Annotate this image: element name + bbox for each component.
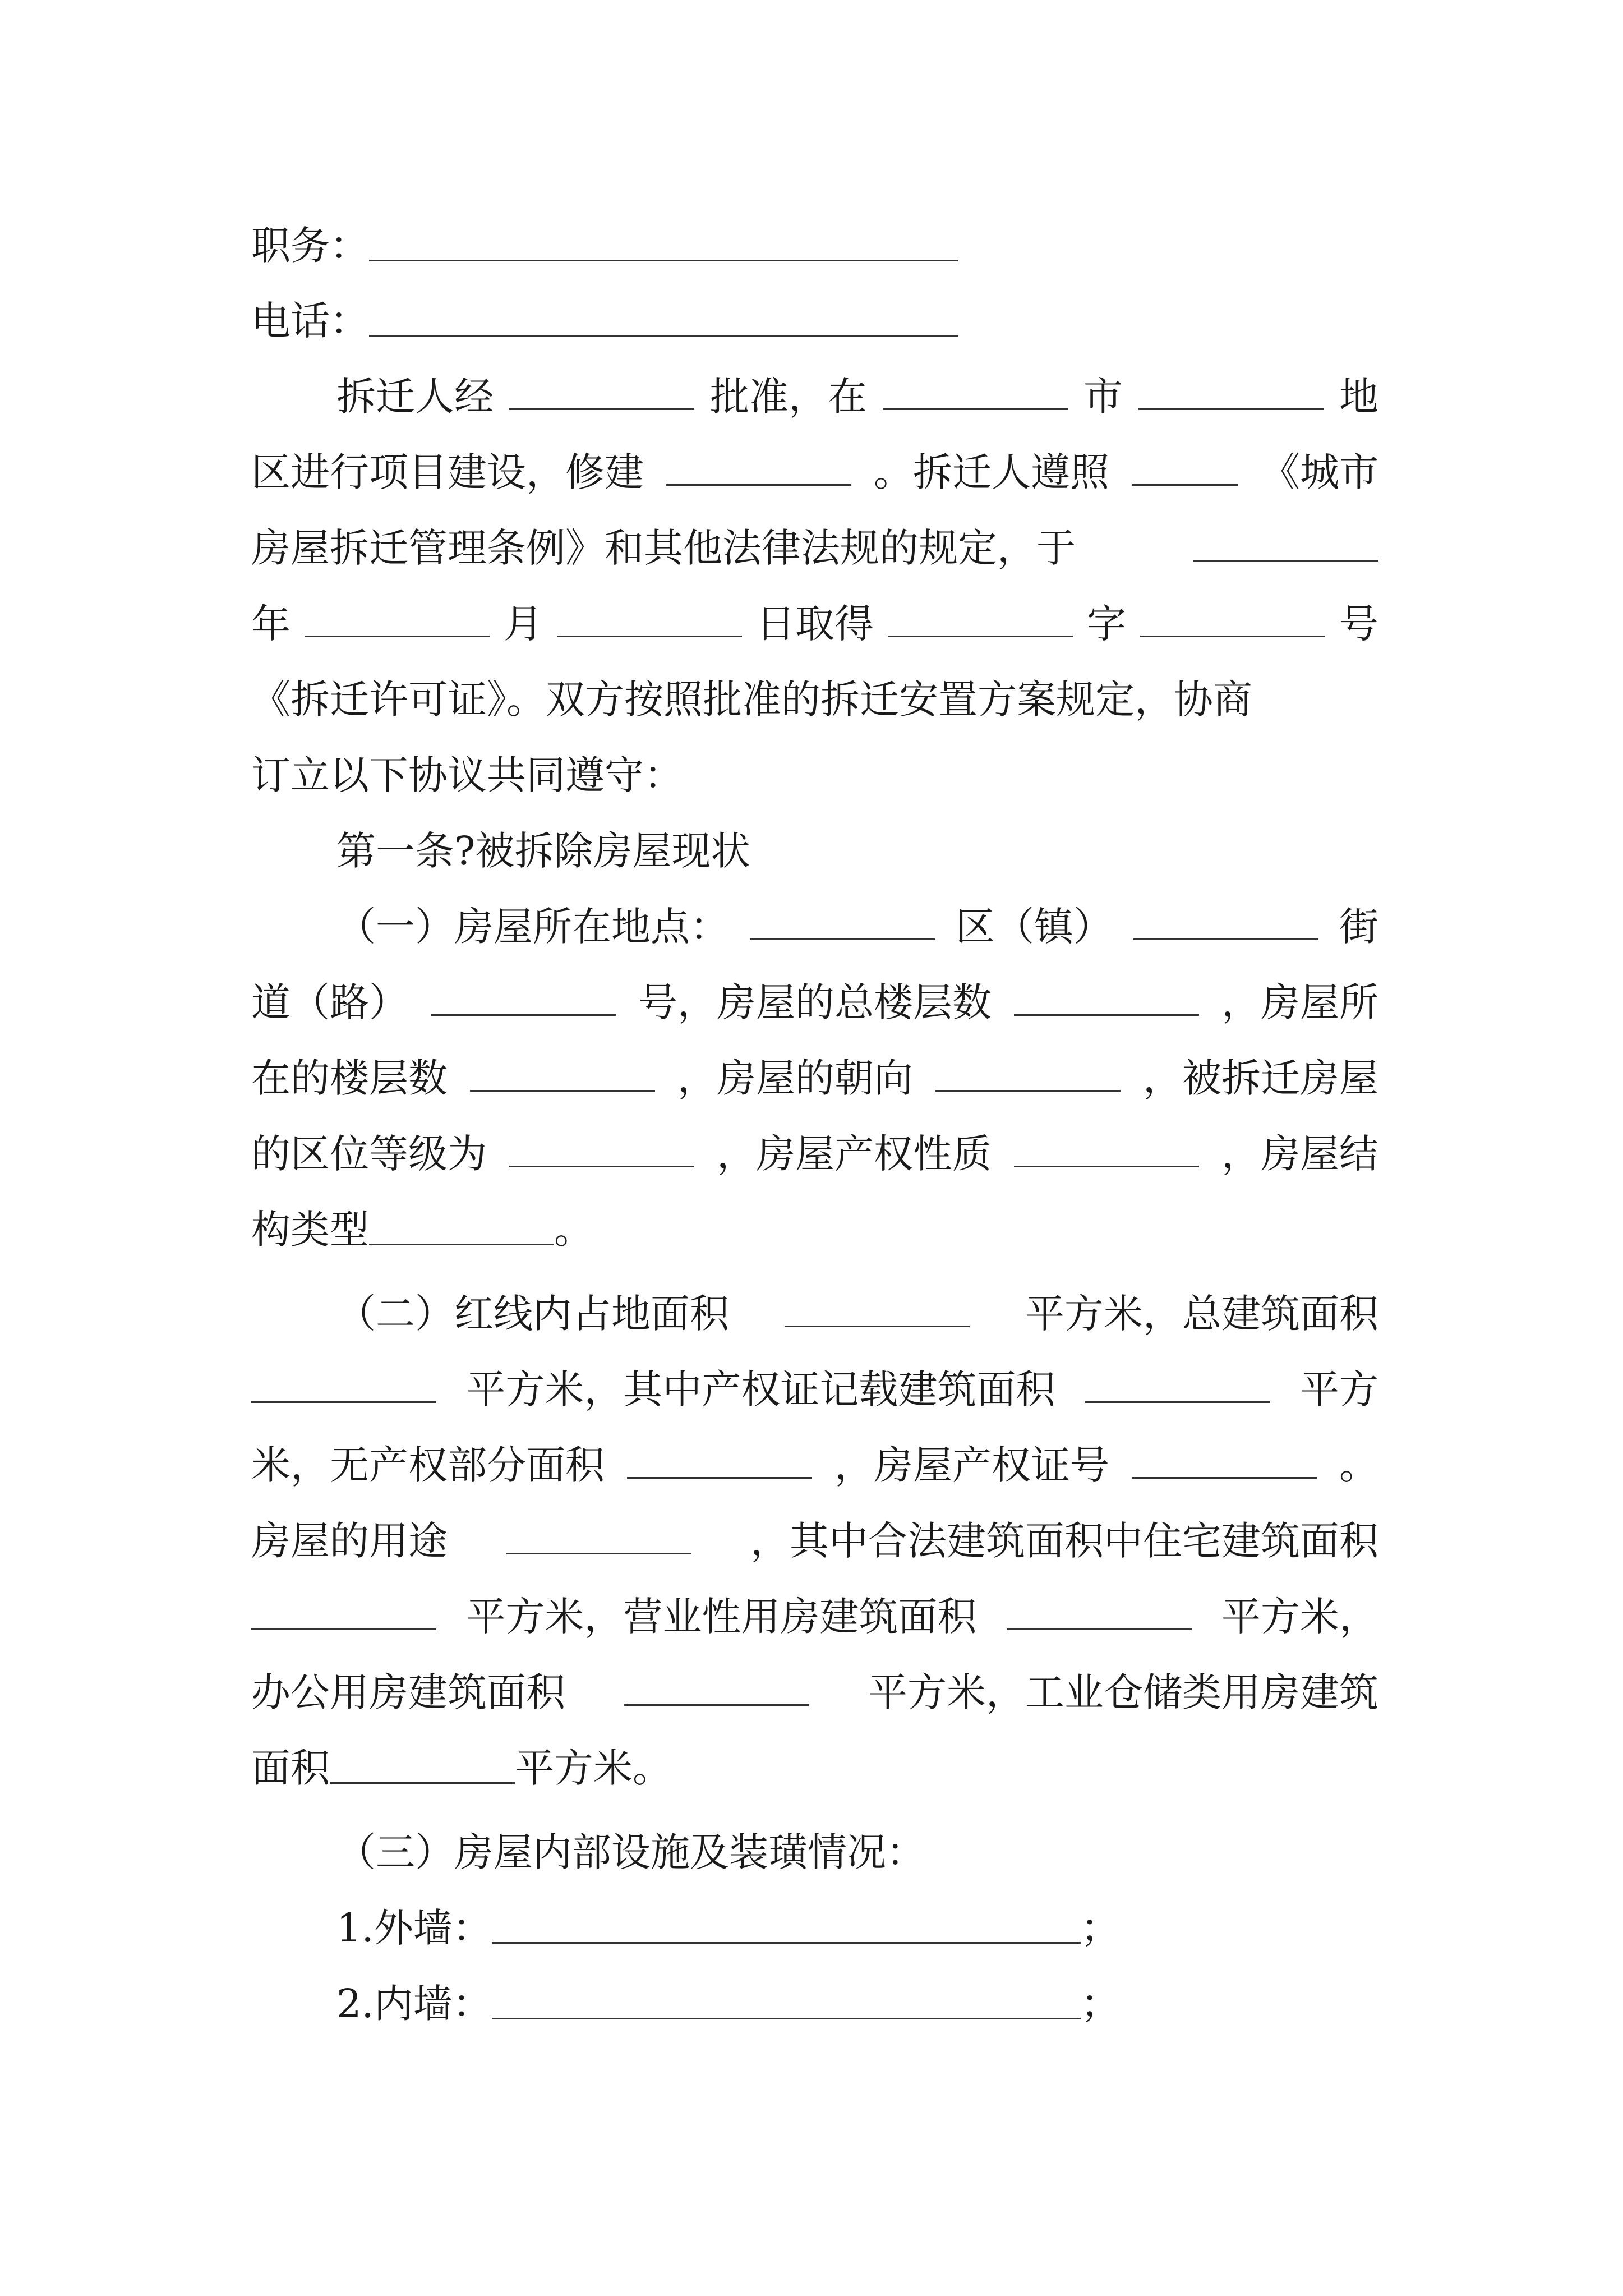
intro-text: 区进行项目建设，修建 [251,449,644,495]
s3-title [336,1815,1378,1890]
permit-number-blank[interactable] [1140,635,1325,637]
intro-line-6 [251,738,1378,813]
area-blank[interactable] [1138,408,1324,410]
s3-heading: （三）房屋内部设施及装璜情况： [336,1829,925,1875]
total-floors-blank[interactable] [1014,1014,1199,1016]
intro-text: 《城市 [1261,449,1378,495]
s2-text: 平方 [1299,1366,1378,1412]
year-blank[interactable] [1193,559,1378,562]
s2-text: 面积 [251,1745,330,1791]
intro-line-3 [251,510,1378,586]
intro-text: 《拆迁许可证》。双方按照批准的拆迁安置方案规定，协商 [251,677,1252,723]
intro-text: 号 [1339,601,1378,647]
s2-line-1 [336,1276,1378,1352]
position-label: 职务： [251,223,369,269]
s2-line-5 [251,1579,1378,1655]
s2-line-4 [251,1503,1378,1579]
intro-text: 日取得 [756,601,874,647]
position-blank[interactable] [369,259,958,261]
intro-line-4 [251,586,1378,662]
s1-text: ，被拆迁房屋 [1143,1055,1378,1101]
intro-text: 月 [504,601,543,647]
s1-text: 在的楼层数 [251,1055,448,1101]
s3-item-1 [336,1890,1378,1966]
month-blank[interactable] [305,635,490,637]
usage-blank[interactable] [506,1552,691,1554]
semicolon: ； [1080,1905,1120,1951]
intro-text: 批准，在 [710,374,867,420]
s1-text: ，房屋结 [1221,1131,1378,1177]
exterior-wall-blank[interactable] [492,1941,1081,1944]
s2-line-7 [251,1731,1378,1806]
s1-line-3 [251,1041,1378,1116]
s2-text: 平方米，工业仓储类用房建筑 [868,1669,1378,1715]
intro-text: 年 [251,601,291,647]
intro-text: 订立以下协议共同遵守： [251,752,683,798]
s2-text: （二）红线内占地面积 [336,1291,729,1337]
s2-text: 。 [1339,1442,1378,1488]
s1-text: 。 [554,1207,593,1253]
certificate-number-blank[interactable] [1132,1476,1317,1479]
s1-line-1 [336,889,1378,965]
commercial-area-blank[interactable] [1007,1628,1192,1630]
phone-blank[interactable] [369,334,958,337]
day-blank[interactable] [557,635,742,637]
district-blank[interactable] [750,938,935,940]
s1-line-5 [251,1192,1378,1268]
s2-text: 平方米，总建筑面积 [1025,1291,1378,1337]
phone-line [251,283,1378,359]
s2-text: 米，无产权部分面积 [251,1442,605,1488]
s1-text: 区（镇） [956,904,1113,950]
s1-line-2 [251,965,1378,1041]
industrial-area-blank[interactable] [330,1782,515,1784]
location-grade-blank[interactable] [509,1165,694,1167]
s2-text: ，其中合法建筑面积中住宅建筑面积 [750,1518,1378,1564]
s1-text: 构类型 [251,1207,369,1253]
floor-blank[interactable] [470,1089,655,1092]
city-blank[interactable] [883,408,1068,410]
approver-blank[interactable] [509,408,694,410]
street-blank[interactable] [1133,938,1318,940]
s2-line-2 [251,1352,1378,1428]
s1-line-4 [251,1116,1378,1192]
intro-text: 字 [1087,601,1126,647]
s3-item-2 [336,1966,1378,2042]
intro-text: 市 [1083,374,1123,420]
project-blank[interactable] [666,484,851,486]
interior-wall-blank[interactable] [492,2017,1081,2019]
s1-text: 的区位等级为 [251,1131,487,1177]
s2-text: 平方米， [1221,1594,1378,1640]
uncertified-area-blank[interactable] [627,1476,812,1479]
house-number-blank[interactable] [431,1014,616,1016]
intro-text: 拆迁人经 [336,374,494,420]
s2-text: 平方米，营业性用房建筑面积 [466,1594,977,1640]
interior-wall-label: 2.内墙： [336,1981,492,2027]
s2-text: 办公用房建筑面积 [251,1669,565,1715]
s2-text: ，房屋产权证号 [834,1442,1109,1488]
s1-text: ，房屋所 [1221,979,1378,1025]
property-nature-blank[interactable] [1014,1165,1199,1167]
s1-text: 道（路） [251,979,408,1025]
intro-line-2 [251,435,1378,510]
intro-line-5 [251,662,1378,738]
s1-text: ，房屋产权性质 [717,1131,992,1177]
s2-line-3 [251,1428,1378,1503]
total-area-blank[interactable] [251,1401,436,1403]
permit-word-blank[interactable] [888,635,1073,637]
residential-area-blank[interactable] [251,1628,436,1630]
s1-text: （一）房屋所在地点： [336,904,729,950]
article-heading: 第一条?被拆除房屋现状 [336,828,750,874]
phone-label: 电话： [251,298,369,344]
intro-text: 。拆迁人遵照 [874,449,1109,495]
regulation-blank[interactable] [1132,484,1238,486]
s2-text: 房屋的用途 [251,1518,448,1564]
s2-text: 平方米，其中产权证记载建筑面积 [466,1366,1055,1412]
s1-text: 号，房屋的总楼层数 [638,979,992,1025]
intro-line-1 [336,359,1378,435]
intro-text: 房屋拆迁管理条例》和其他法律法规的规定，于 [251,525,1076,571]
structure-type-blank[interactable] [369,1243,554,1245]
intro-text: 地 [1339,374,1378,420]
article-1-title [336,813,1378,889]
office-area-blank[interactable] [624,1704,809,1706]
semicolon: ； [1080,1981,1120,2027]
s1-text: 街 [1339,904,1378,950]
exterior-wall-label: 1.外墙： [336,1905,492,1951]
s1-text: ，房屋的朝向 [677,1055,913,1101]
certified-area-blank[interactable] [1085,1401,1270,1403]
s2-line-6 [251,1655,1378,1731]
land-area-blank[interactable] [785,1325,970,1327]
s2-text: 平方米。 [515,1745,672,1791]
orientation-blank[interactable] [935,1089,1121,1092]
position-line [251,208,1378,284]
